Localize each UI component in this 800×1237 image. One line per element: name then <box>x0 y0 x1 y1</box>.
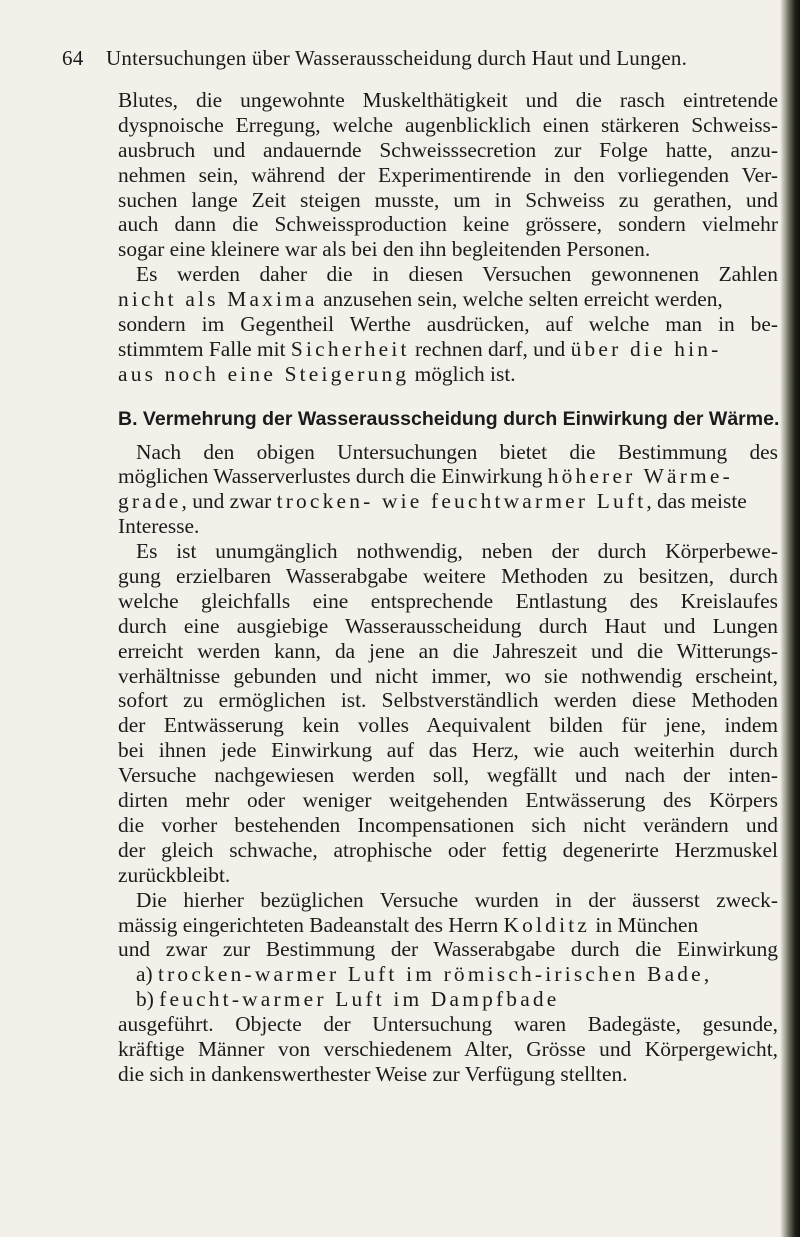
text-line: nehmen sein, während der Experimentirende in den vorliegenden Ver- <box>118 162 778 187</box>
spaced-emphasis: Sicherheit <box>290 336 410 361</box>
running-header <box>62 46 782 76</box>
spaced-emphasis: nicht als Maxima <box>118 287 318 312</box>
text-run: in München <box>590 912 699 937</box>
list-marker: a) <box>136 962 158 987</box>
text-line: die vorher bestehenden Incompensationen sich nicht verändern und <box>118 812 778 837</box>
text-line: suchen lange Zeit steigen musste, um in Schweiss zu gerathen, und <box>118 187 778 212</box>
text-line <box>118 337 778 362</box>
text-line: die sich in dankenswerthester Weise zur Verfügung stellten. <box>118 1061 628 1086</box>
text-line: ausbruch und andauernde Schweisssecretion zur Folge hatte, anzu- <box>118 137 778 162</box>
text-line: sondern im Gegentheil Werthe ausdrücken, auf welche man in be- <box>118 312 778 337</box>
text-run: , das meiste <box>646 489 747 514</box>
text-line <box>118 913 778 938</box>
text-line <box>118 362 778 387</box>
list-item <box>118 987 778 1012</box>
text-run: anzusehen sein, welche selten erreicht werden, <box>317 287 723 312</box>
text-line: dyspnoische Erregung, welche augenblicklich einen stärkeren Schweiss- <box>118 112 778 137</box>
section-title: Vermehrung der Wasserausscheidung durch Einwirkung der Wärme. <box>142 407 780 430</box>
text-line: Blutes, die ungewohnte Muskelthätigkeit und die rasch eintretende <box>118 88 778 112</box>
text-run: stimmtem Falle mit <box>118 336 291 361</box>
text-line: Nach den obigen Untersuchungen bietet die Bestimmung des <box>136 439 778 464</box>
text-line <box>118 287 778 312</box>
text-line: gung erzielbaren Wasserabgabe weitere Methoden zu besitzen, durch <box>118 564 778 589</box>
page-edge-shadow <box>780 0 800 1237</box>
spaced-emphasis: trocken- wie feuchtwarmer Luft <box>276 489 647 514</box>
spacer <box>118 387 778 407</box>
section-heading <box>118 407 778 432</box>
text-line: zurückbleibt. <box>118 862 231 887</box>
text-line: sofort zu ermöglichen ist. Selbstverständlich werden diese Methoden <box>118 688 778 713</box>
spaced-emphasis: grade <box>118 489 182 514</box>
text-line: verhältnisse gebunden und nicht immer, wo sie nothwendig erscheint, <box>118 663 778 688</box>
text-run: , und zwar <box>181 489 277 514</box>
text-line: kräftige Männer von verschiedenem Alter, Grösse und Körpergewicht, <box>118 1036 778 1061</box>
running-title: Untersuchungen über Wasserausscheidung durch Haut und Lungen. <box>106 46 688 70</box>
text-line: erreicht werden kann, da jene an die Jahreszeit und die Witterungs- <box>118 638 778 663</box>
text-run: möglichen Wasserverlustes durch die Einwirkung <box>118 464 548 489</box>
spaced-emphasis: höherer Wärme- <box>547 464 733 489</box>
list-item <box>118 962 778 987</box>
text-line: auch dann die Schweissproduction keine grössere, sondern vielmehr <box>118 212 778 237</box>
text-line: der Entwässerung kein volles Aequivalent bilden für jene, indem <box>118 713 778 738</box>
text-line: bei ihnen jede Einwirkung auf das Herz, wie auch weiterhin durch <box>118 738 778 763</box>
spaced-emphasis: über die hin- <box>570 336 722 361</box>
text-run: mässig eingerichteten Badeanstalt des Herrn <box>118 912 504 937</box>
text-line: Versuche nachgewiesen werden soll, wegfällt und nach der inten- <box>118 763 778 788</box>
text-line: Die hierher bezüglichen Versuche wurden in der äusserst zweck- <box>136 887 778 912</box>
spaced-emphasis: trocken-warmer Luft im römisch-irischen Bade, <box>157 962 713 987</box>
text-line <box>118 489 778 514</box>
text-line: sogar eine kleinere war als bei den ihn begleitenden Personen. <box>118 237 651 262</box>
text-line: durch eine ausgiebige Wasserausscheidung durch Haut und Lungen <box>118 613 778 638</box>
section-label: B. <box>118 407 143 430</box>
text-run: rechnen darf, und <box>409 336 571 361</box>
text-line: ausgeführt. Objecte der Untersuchung waren Badegäste, gesunde, <box>118 1012 778 1037</box>
list-marker: b) <box>136 987 160 1012</box>
text-line: welche gleichfalls eine entsprechende Entlastung des Kreislaufes <box>118 588 778 613</box>
text-line: Es ist unumgänglich nothwendig, neben der durch Körperbewe- <box>136 539 778 564</box>
page-body <box>118 88 778 1087</box>
text-line: und zwar zur Bestimmung der Wasserabgabe durch die Einwirkung <box>118 937 778 962</box>
text-line: dirten mehr oder weniger weitgehenden Entwässerung des Körpers <box>118 788 778 813</box>
page-number: 64 <box>62 46 84 70</box>
text-run: möglich ist. <box>409 361 516 386</box>
spaced-emphasis: Kolditz <box>503 912 591 937</box>
text-line: der gleich schwache, atrophische oder fettig degenerirte Herzmuskel <box>118 837 778 862</box>
text-line <box>118 464 778 489</box>
text-line: Interesse. <box>118 514 200 539</box>
text-line: Es werden daher die in diesen Versuchen gewonnenen Zahlen <box>136 262 778 287</box>
spacer <box>118 432 778 440</box>
spaced-emphasis: feucht-warmer Luft im Dampfbade <box>159 987 560 1012</box>
spaced-emphasis: aus noch eine Steigerung <box>118 361 410 386</box>
